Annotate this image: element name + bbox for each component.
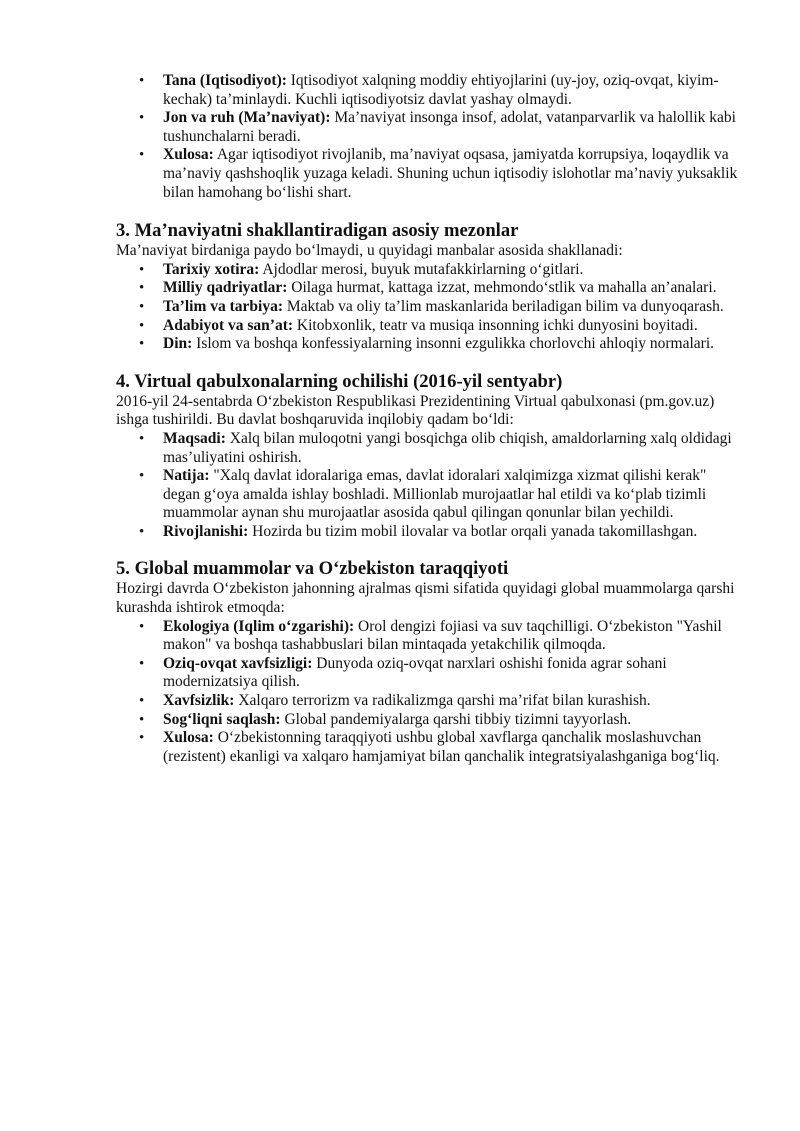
list-item bbox=[115, 618, 742, 655]
item-term: Ekologiya (Iqlim o‘zgarishi): bbox=[163, 617, 355, 635]
bullet-icon: • bbox=[139, 711, 145, 728]
list-item bbox=[115, 146, 742, 202]
item-text: Kitobxonlik, teatr va musiqa insonning ichki dunyosini boyitadi. bbox=[293, 316, 698, 334]
list-item bbox=[115, 523, 742, 542]
item-text: O‘zbekistonning taraqqiyoti ushbu global xavflarga qanchalik moslashuvchan (rezistent) ekanligi va xalqaro hamjamiyat bilan qanchalik integratsiyalashganiga bog‘liq. bbox=[163, 729, 720, 765]
list-item bbox=[115, 729, 742, 766]
item-text: Global pandemiyalarga qarshi tibbiy tizimni tayyorlash. bbox=[280, 710, 632, 728]
bullet-icon: • bbox=[139, 430, 145, 447]
item-text: Orol dengizi fojiasi va suv taqchilligi. O‘zbekiston "Yashil makon" va boshqa tashabbuslari bilan mintaqada yetakchilik qilmoqda. bbox=[163, 617, 722, 654]
bullet-icon: • bbox=[139, 110, 145, 127]
section-heading: 5. Global muammolar va O‘zbekiston taraqqiyoti bbox=[116, 558, 509, 580]
bullet-icon: • bbox=[139, 147, 145, 164]
item-term: Din: bbox=[163, 335, 193, 353]
item-text: Ma’naviyat insonga insof, adolat, vatanparvarlik va halollik kabi tushunchalarni beradi. bbox=[163, 109, 736, 145]
bullet-icon: • bbox=[139, 618, 145, 635]
list-item bbox=[115, 655, 742, 692]
item-term: Rivojlanishi: bbox=[163, 522, 249, 540]
list-item bbox=[115, 711, 742, 730]
item-text: Maktab va oliy ta’lim maskanlarida beriladigan bilim va dunyoqarash. bbox=[282, 297, 724, 315]
list-item bbox=[115, 692, 742, 711]
bullet-icon: • bbox=[139, 280, 145, 297]
item-term: Xulosa: bbox=[163, 729, 214, 747]
bullet-icon: • bbox=[139, 523, 145, 540]
item-term: Natija: bbox=[163, 467, 210, 485]
item-term: Milliy qadriyatlar: bbox=[163, 279, 288, 297]
bullet-icon: • bbox=[139, 693, 145, 710]
bullet-icon: • bbox=[139, 730, 145, 747]
item-text: Iqtisodiyot xalqning moddiy ehtiyojlarini (uy-joy, oziq-ovqat, kiyim-kechak) ta’minlaydi. Kuchli iqtisodiyotsiz davlat yashay olmaydi. bbox=[163, 72, 719, 108]
section-paragraph: Hozirgi davrda O‘zbekiston jahonning ajralmas qismi sifatida quyidagi global muammolarga qarshi kurashda ishtirok etmoqda: bbox=[116, 580, 735, 617]
item-term: Ta’lim va tarbiya: bbox=[163, 297, 283, 315]
item-text: "Xalq davlat idoralariga emas, davlat idoralari xalqimizga xizmat qilishi kerak" degan g‘oya amalda ishlay boshladi. Millionlab murojaatlar hal etildi va ko‘plab tizimli muammolar aynan shu murojaatlar asosida qabul qilingan qonunlar bilan yechildi. bbox=[163, 467, 707, 522]
item-text: Dunyoda oziq-ovqat narxlari oshishi fonida agrar sohani modernizatsiya qilish. bbox=[163, 654, 667, 691]
bullet-icon: • bbox=[139, 468, 145, 485]
list-item bbox=[115, 317, 742, 336]
list-item bbox=[115, 298, 742, 317]
bullet-icon: • bbox=[139, 73, 145, 89]
bullet-icon: • bbox=[139, 298, 145, 315]
section4-bullet-list bbox=[116, 430, 742, 542]
item-term: Sog‘liqni saqlash: bbox=[163, 710, 281, 728]
bullet-icon: • bbox=[139, 317, 145, 334]
intro-bullet-list bbox=[116, 72, 742, 202]
item-text: Ajdodlar merosi, buyuk mutafakkirlarning o‘gitlari. bbox=[259, 260, 584, 278]
item-term: Adabiyot va san’at: bbox=[163, 316, 294, 334]
list-item bbox=[115, 279, 742, 298]
item-text: Xalq bilan muloqotni yangi bosqichga olib chiqish, amaldorlarning xalq oldidagi mas’uliyatini oshirish. bbox=[163, 429, 732, 466]
bullet-icon: • bbox=[139, 261, 145, 278]
item-term: Tarixiy xotira: bbox=[163, 260, 260, 278]
item-text: Xalqaro terrorizm va radikalizmga qarshi ma’rifat bilan kurashish. bbox=[234, 692, 651, 710]
item-term: Tana (Iqtisodiyot): bbox=[163, 72, 287, 89]
list-item bbox=[115, 72, 742, 109]
bullet-icon: • bbox=[139, 655, 145, 672]
list-item bbox=[115, 261, 742, 280]
list-item bbox=[115, 109, 742, 146]
section-paragraph: Ma’naviyat birdaniga paydo bo‘lmaydi, u quyidagi manbalar asosida shakllanadi: bbox=[116, 242, 623, 260]
list-item bbox=[115, 335, 742, 354]
item-text: Islom va boshqa konfessiyalarning insonni ezgulikka chorlovchi ahloqiy normalari. bbox=[192, 335, 715, 353]
item-term: Jon va ruh (Ma’naviyat): bbox=[163, 109, 331, 127]
list-item bbox=[115, 430, 742, 467]
item-term: Maqsadi: bbox=[163, 429, 226, 447]
item-term: Xavfsizlik: bbox=[163, 692, 235, 710]
list-item bbox=[115, 467, 742, 523]
section3-bullet-list bbox=[116, 261, 742, 354]
section-paragraph: 2016-yil 24-sentabrda O‘zbekiston Respublikasi Prezidentining Virtual qabulxonasi (pm.gov.uz) ishga tushirildi. Bu davlat boshqaruvida inqilobiy qadam bo‘ldi: bbox=[116, 392, 715, 429]
item-text: Oilaga hurmat, kattaga izzat, mehmondo‘stlik va mahalla an’analari. bbox=[287, 279, 717, 297]
bullet-icon: • bbox=[139, 336, 145, 353]
item-text: Hozirda bu tizim mobil ilovalar va botlar orqali yanada takomillashgan. bbox=[248, 522, 698, 540]
section-heading: 3. Ma’naviyatni shakllantiradigan asosiy mezonlar bbox=[116, 220, 519, 242]
section5-bullet-list bbox=[116, 618, 742, 767]
item-text: Agar iqtisodiyot rivojlanib, ma’naviyat oqsasa, jamiyatda korrupsiya, loqaydlik va ma’naviy qashshoqlik yuzaga keladi. Shuning uchun iqtisodiy islohotlar ma’naviy yuksaklik bilan hamohang bo‘lishi shart. bbox=[163, 146, 738, 201]
section-heading: 4. Virtual qabulxonalarning ochilishi (2016-yil sentyabr) bbox=[116, 370, 563, 392]
item-term: Xulosa: bbox=[163, 146, 214, 164]
item-term: Oziq-ovqat xavfsizligi: bbox=[163, 654, 313, 672]
